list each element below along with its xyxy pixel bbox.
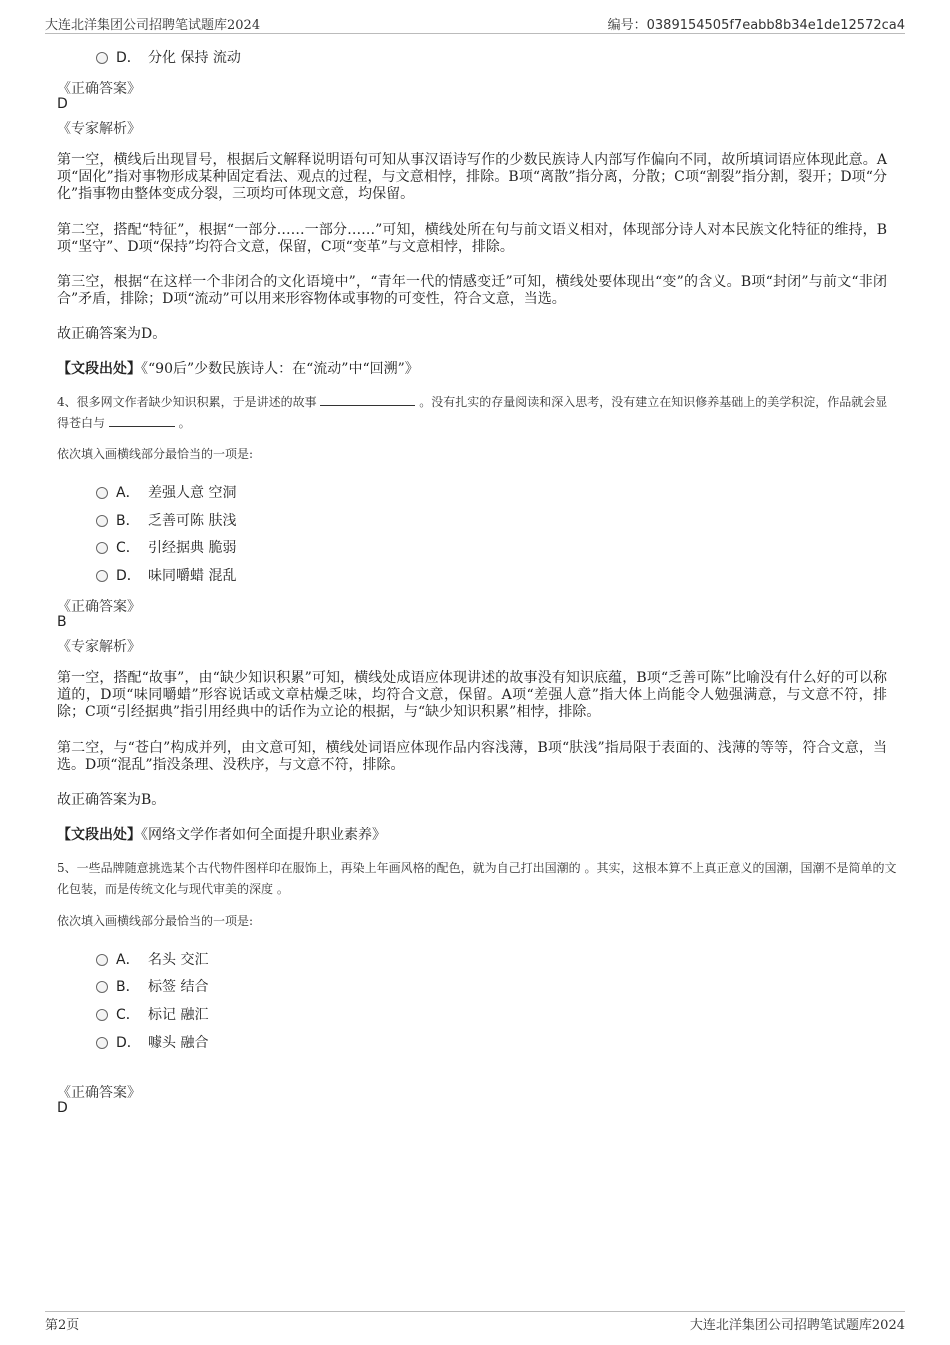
q3-analysis-label: 《专家解析》 (57, 121, 141, 137)
q4-option-d[interactable] (96, 565, 236, 585)
q5-option-c[interactable] (96, 1004, 208, 1024)
radio-icon[interactable] (96, 487, 108, 499)
radio-icon[interactable] (96, 542, 108, 554)
q5-option-b[interactable] (96, 976, 208, 996)
q4-analysis-para-2: 第二空，与“苍白”构成并列，由文意可知，横线处词语应体现作品内容浅薄，B项“肤浅”指局限于表面的、浅薄的等等，符合文意，当选。D项“混乱”指没条理、没秩序，与文意不符，排除。 (57, 740, 887, 773)
option-text: 乏善可陈 肤浅 (148, 513, 237, 529)
source-label: 【文段出处】 (57, 361, 141, 377)
radio-icon[interactable] (96, 954, 108, 966)
q4-stem (57, 392, 897, 434)
option-letter: D． (116, 1035, 141, 1051)
header-title: 大连北洋集团公司招聘笔试题库2024 (45, 18, 261, 33)
radio-icon[interactable] (96, 570, 108, 582)
q4-stem-part-1: 4、很多网文作者缺少知识积累，于是讲述的故事 (57, 395, 317, 409)
q5-stem: 5、一些品牌随意挑选某个古代物件图样印在服饰上，再染上年画风格的配色，就为自己打出国潮的 。其实，这根本算不上真正意义的国潮，国潮不是简单的文化包装，而是传统文化与现代审美的深度 。 (57, 861, 897, 896)
page-header (45, 14, 905, 34)
q4-blank-2 (109, 414, 175, 427)
footer-title: 大连北洋集团公司招聘笔试题库2024 (689, 1318, 905, 1333)
option-letter: B． (116, 513, 140, 529)
option-letter: D． (116, 50, 141, 66)
option-letter: C． (116, 540, 140, 556)
q5-option-a[interactable] (96, 949, 208, 969)
page-number: 第2页 (45, 1318, 80, 1333)
option-text: 标签 结合 (148, 979, 209, 995)
header-doc-id: 编号：0389154505f7eabb8b34e1de12572ca4 (607, 18, 905, 33)
q3-answer-label: 《正确答案》 (57, 81, 141, 97)
q4-stem-part-2: 。没有扎实的存量阅读和深入思考，没有建立在知识修养基础上的美学积淀，作品就会显得苍白与 (57, 395, 888, 430)
q3-analysis-para-3: 第三空，根据“在这样一个非闭合的文化语境中”，“青年一代的情感变迁”可知，横线处要体现出“变”的含义。B项“封闭”与前文“非闭合”矛盾，排除；D项“流动”可以用来形容物体或事物的可变性，符合文意，当选。 (57, 274, 887, 307)
q4-option-b[interactable] (96, 510, 236, 530)
q4-analysis-para-1: 第一空，搭配“故事”，由“缺少知识积累”可知，横线处成语应体现讲述的故事没有知识底蕴，B项“乏善可陈”比喻没有什么好的可以称道的，D项“味同嚼蜡”形容说话或文章枯燥乏味，均符合文意，保留。A项“差强人意”指大体上尚能令人勉强满意，与文意不符，排除；C项“引经据典”指引用经典中的话作为立论的根据，与“缺少知识积累”相悖，排除。 (57, 670, 887, 720)
q3-analysis-para-1: 第一空，横线后出现冒号，根据后文解释说明语句可知从事汉语诗写作的少数民族诗人内部写作偏向不同，故所填词语应体现此意。A项“固化”指对事物形成某种固定看法、观点的过程，与文意相悖，排除。B项“离散”指分离，分散；C项“割裂”指分割，裂开；D项“分化”指事物由整体变成分裂，三项均可体现文意，均保留。 (57, 152, 887, 202)
option-text: 味同嚼蜡 混乱 (148, 568, 237, 584)
source-label: 【文段出处】 (57, 827, 141, 843)
source-title: 《网络文学作者如何全面提升职业素养》 (141, 827, 386, 843)
radio-icon[interactable] (96, 1009, 108, 1021)
option-text: 差强人意 空洞 (148, 485, 237, 501)
option-letter: B． (116, 979, 140, 995)
q4-conclusion: 故正确答案为B。 (57, 792, 166, 808)
option-letter: C． (116, 1007, 140, 1023)
q5-option-d[interactable] (96, 1032, 208, 1052)
q4-source (57, 824, 386, 844)
radio-icon[interactable] (96, 981, 108, 993)
source-title: 《“90后”少数民族诗人：在“流动”中“回溯”》 (141, 361, 419, 377)
option-text: 分化 保持 流动 (148, 50, 241, 66)
q5-answer: D (57, 1100, 68, 1116)
q3-answer: D (57, 96, 68, 112)
option-text: 引经据典 脆弱 (148, 540, 237, 556)
q4-option-c[interactable] (96, 537, 236, 557)
q4-blank-1 (320, 393, 415, 406)
option-letter: A． (116, 485, 140, 501)
radio-icon[interactable] (96, 515, 108, 527)
q4-prompt: 依次填入画横线部分最恰当的一项是: (57, 447, 254, 461)
q4-answer: B (57, 614, 67, 630)
option-letter: A． (116, 952, 140, 968)
q3-analysis-para-2: 第二空，搭配“特征”，根据“一部分……一部分……”可知，横线处所在句与前文语义相对，体现部分诗人对本民族文化特征的维持，B项“坚守”、D项“保持”均符合文意，保留，C项“变革”与文意相悖，排除。 (57, 222, 887, 255)
q4-analysis-label: 《专家解析》 (57, 639, 141, 655)
q4-option-a[interactable] (96, 482, 236, 502)
option-text: 标记 融汇 (148, 1007, 209, 1023)
footer-divider (45, 1311, 905, 1312)
option-text: 名头 交汇 (148, 952, 209, 968)
option-letter: D． (116, 568, 141, 584)
header-divider (45, 33, 905, 34)
q3-conclusion: 故正确答案为D。 (57, 326, 167, 342)
q5-prompt: 依次填入画横线部分最恰当的一项是: (57, 914, 254, 928)
radio-icon[interactable] (96, 1037, 108, 1049)
q4-stem-part-3: 。 (178, 416, 191, 430)
radio-icon[interactable] (96, 52, 108, 64)
q3-option-d[interactable] (96, 47, 241, 67)
q5-answer-label: 《正确答案》 (57, 1085, 141, 1101)
option-text: 噱头 融合 (148, 1035, 209, 1051)
q3-source (57, 358, 419, 378)
q4-answer-label: 《正确答案》 (57, 599, 141, 615)
